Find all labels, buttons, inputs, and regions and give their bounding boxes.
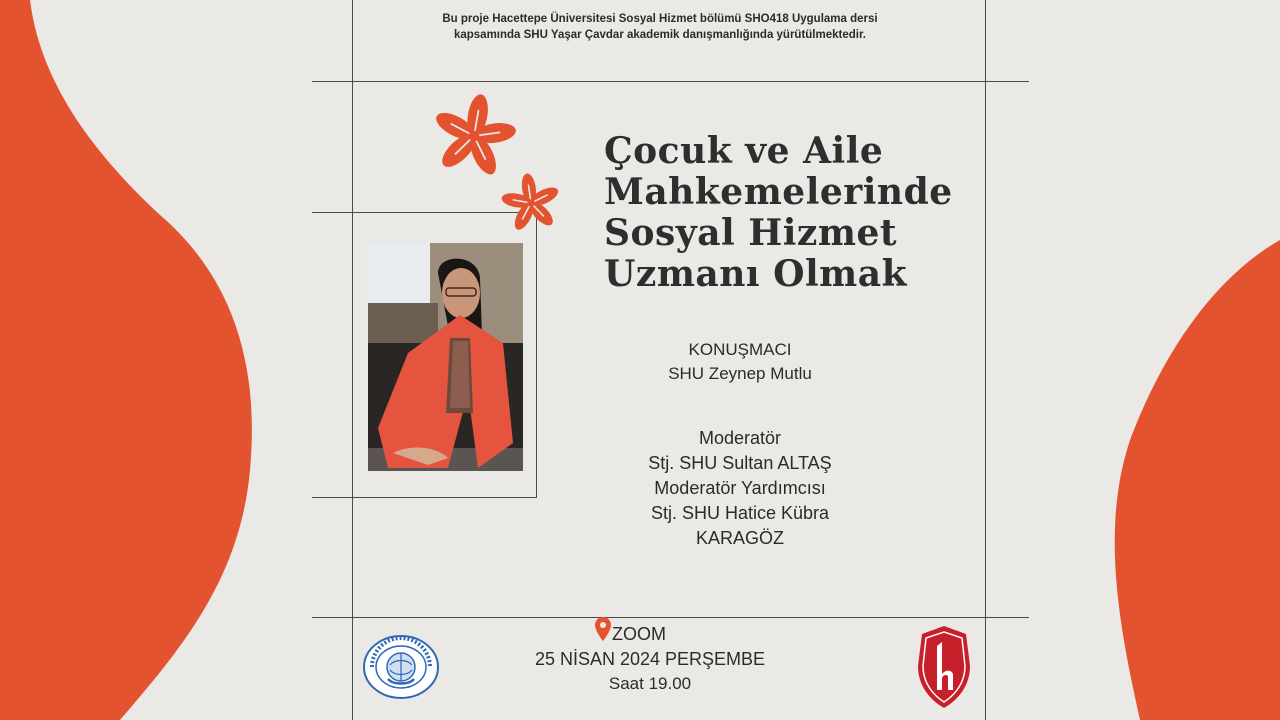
frame-line-right bbox=[985, 0, 986, 720]
right-orange-blob bbox=[1115, 240, 1280, 720]
title-line: Mahkemelerinde bbox=[604, 171, 953, 213]
frame-line-top bbox=[312, 81, 1029, 82]
assistant-moderator-name: Stj. SHU Hatice Kübra bbox=[650, 503, 830, 523]
title-line: Çocuk ve Aile bbox=[604, 130, 884, 172]
moderator-label: Moderatör bbox=[698, 428, 782, 448]
speaker-name: SHU Zeynep Mutlu bbox=[668, 364, 812, 383]
title-line: Sosyal Hizmet bbox=[604, 212, 897, 254]
assistant-moderator-surname: KARAGÖZ bbox=[695, 528, 784, 548]
frame-line-left bbox=[352, 0, 353, 720]
frame-line-bottom bbox=[312, 617, 1029, 618]
flower-icon-small bbox=[500, 172, 562, 234]
speaker-photo bbox=[368, 243, 523, 471]
moderation-block bbox=[590, 426, 890, 551]
speaker-label: KONUŞMACI bbox=[688, 340, 792, 359]
project-note: Bu proje Hacettepe Üniversitesi Sosyal Hizmet bölümü SHO418 Uygulama dersi kapsamında SHU Yaşar Çavdar akademik danışmanlığında yürütülmektedir. bbox=[442, 13, 878, 41]
association-logo bbox=[362, 635, 440, 699]
flower-icon bbox=[430, 92, 518, 180]
speaker-block bbox=[600, 338, 880, 386]
moderator-name: Stj. SHU Sultan ALTAŞ bbox=[648, 453, 832, 473]
photo-frame-right bbox=[536, 212, 537, 498]
assistant-moderator-label: Moderatör Yardımcısı bbox=[654, 478, 826, 498]
title-line: Uzmanı Olmak bbox=[604, 253, 908, 295]
event-title bbox=[604, 131, 1024, 295]
event-time: Saat 19.00 bbox=[608, 674, 692, 693]
university-logo bbox=[918, 626, 970, 708]
map-pin-icon bbox=[595, 617, 611, 641]
left-orange-blob bbox=[0, 0, 252, 720]
event-date: 25 NİSAN 2024 PERŞEMBE bbox=[534, 649, 766, 669]
event-platform: ZOOM bbox=[612, 624, 666, 644]
photo-frame-bottom bbox=[312, 497, 537, 498]
